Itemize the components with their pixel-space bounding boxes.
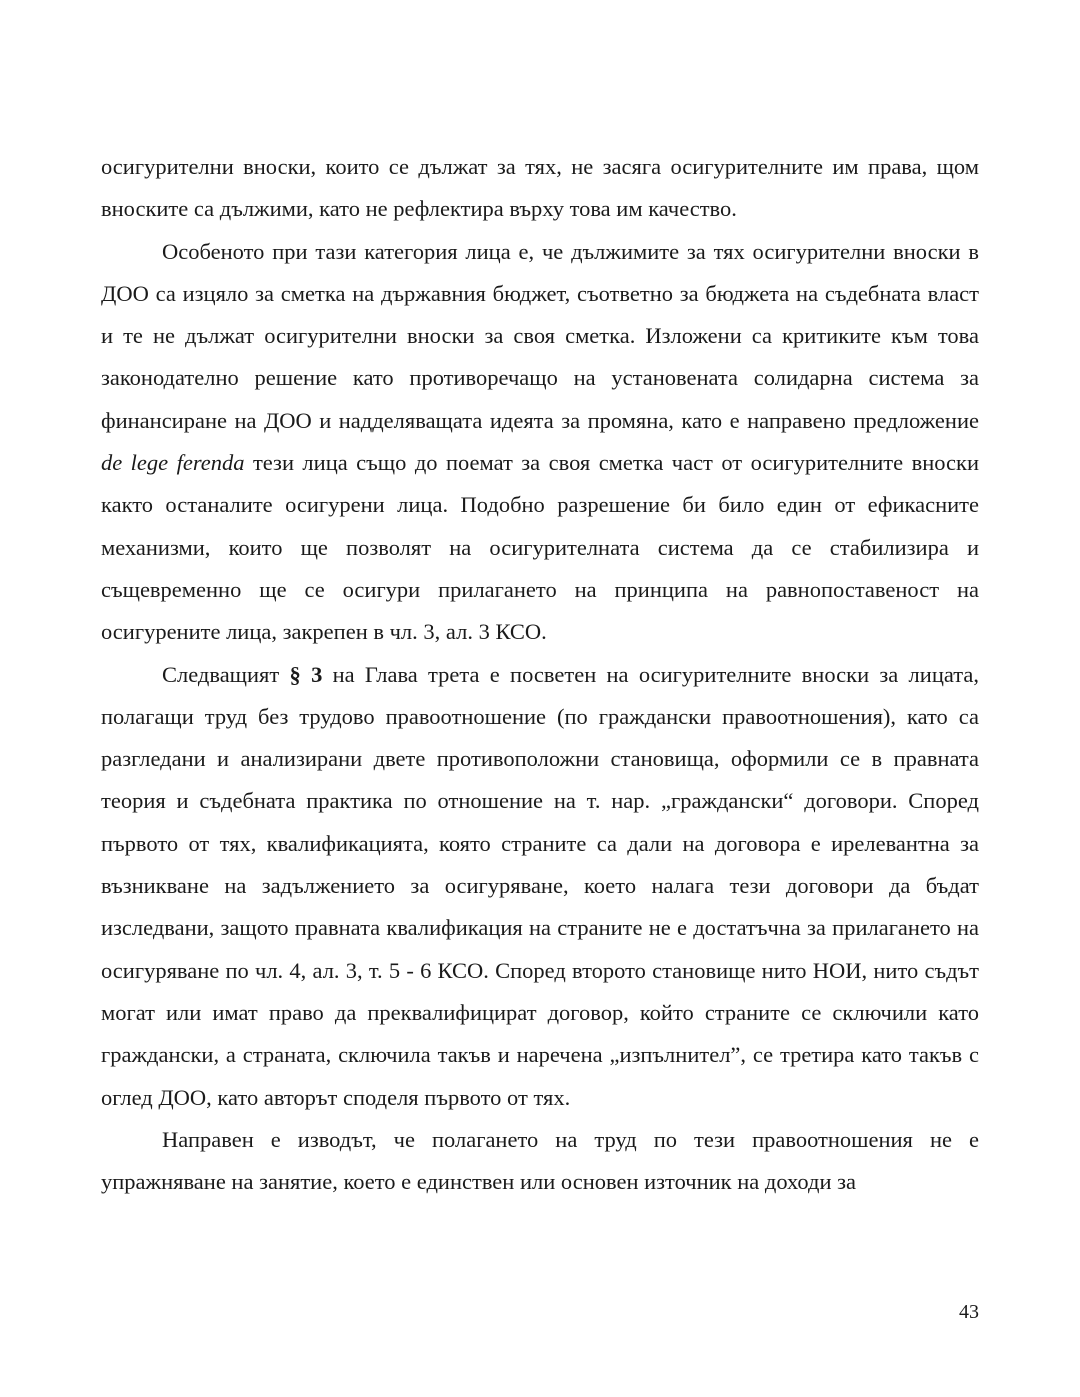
paragraph-3 (101, 654, 979, 1119)
paragraph-4 (101, 1119, 979, 1204)
paragraph-1 (101, 146, 979, 231)
latin-phrase-de-lege-ferenda: de lege ferenda (101, 450, 245, 476)
paragraph-3-text-a: Следващият (162, 661, 290, 687)
body-text (101, 146, 979, 1203)
page-number: 43 (959, 1301, 979, 1323)
paragraph-2-text-b: тези лица също до поемат за своя сметка част от осигурителните вноски както останалите осигурени лица. Подобно разрешение би било един от ефикасните механизми, които ще позволят на осигурителната система да се стабилизира и същевременно ще се осигури прилагането на принципа на равнопоставеност на осигурените лица, закрепен в чл. 3, ал. 3 КСО. (101, 450, 980, 645)
paragraph-4-text: Направен е изводът, че полагането на труд по тези правоотношения не е упражняване на занятие, което е единствен или основен източник на доходи за (101, 1126, 979, 1195)
paragraph-2-text-a: Особеното при тази категория лица е, че дължимите за тях осигурителни вноски в ДОО са изцяло за сметка на държавния бюджет, съответно за бюджета на съдебната власт и те не дължат осигурителни вноски за своя сметка. Изложени са критиките към това законодателно решение като противоречащо на установената солидарна система за финансиране на ДОО и надделяващата идеята за промяна, като е направено предложение (101, 238, 979, 433)
section-reference: § 3 (289, 661, 323, 687)
paragraph-1-text: осигурителни вноски, които се дължат за тях, не засяга осигурителните им права, щом вноските са дължими, като не рефлектира върху това им качество. (101, 154, 979, 222)
paragraph-2 (101, 231, 979, 654)
paragraph-3-text-b: на Глава трета е посветен на осигурителните вноски за лицата, полагащи труд без трудово правоотношение (по граждански правоотношения), като са разгледани и анализирани двете противоположни становища, оформили се в правната теория и съдебната практика по отношение на т. нар. „граждански“ договори. Според първото от тях, квалификацията, която страните са дали на договора е ирелевантна за възникване на задължението за осигуряване, което налага тези договори да бъдат изследвани, защото правната квалификация на страните не е достатъчна за прилагането на осигуряване по чл. 4, ал. 3, т. 5 - 6 КСО. Според второто становище нито НОИ, нито съдът могат или имат право да преквалифицират договор, който страните се сключили като граждански, а страната, сключила такъв и наречена „изпълнител”, се третира като такъв с оглед ДОО, като авторът споделя първото от тях. (101, 661, 979, 1110)
